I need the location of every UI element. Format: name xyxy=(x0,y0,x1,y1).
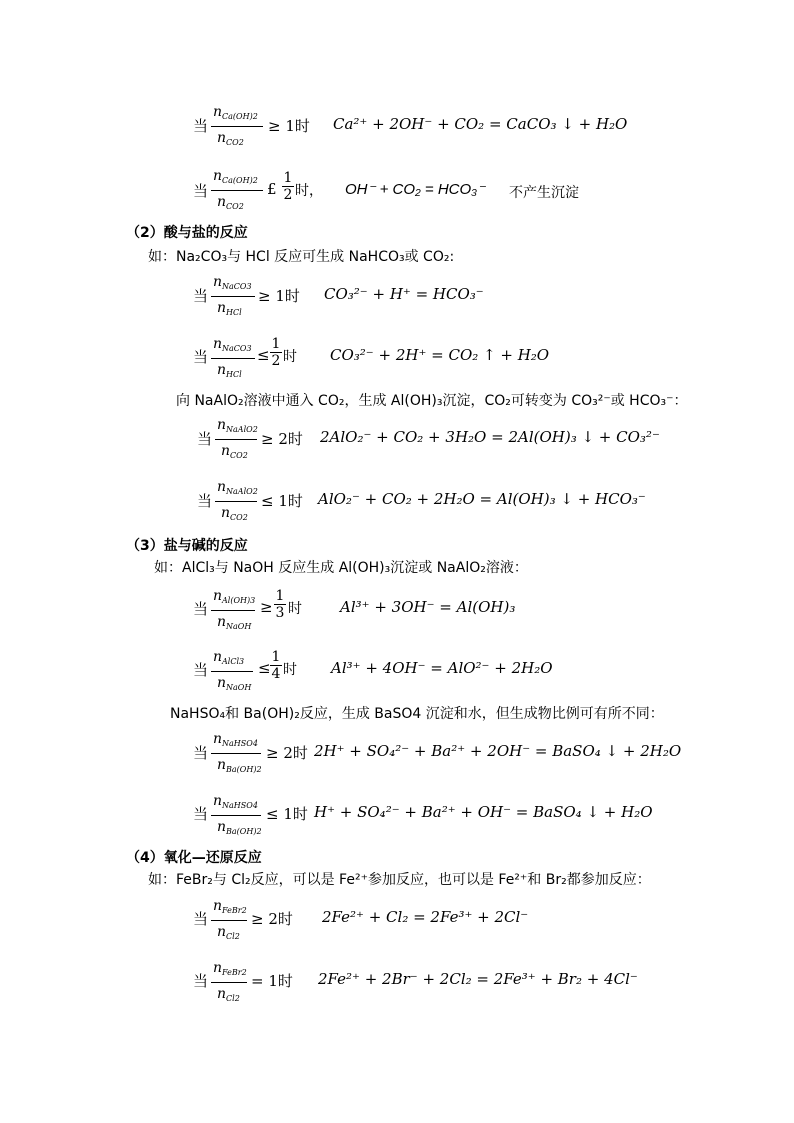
intro-text: 向 NaAlO₂溶液中通入 CO₂，生成 Al(OH)₃沉淀，CO₂可转变为 CO₃²⁻或 HCO₃⁻： xyxy=(176,393,688,409)
ratio-symbol: ≤ xyxy=(258,659,271,677)
reaction-equation: Al³⁺ + 4OH⁻ = AlO²⁻ + 2H₂O xyxy=(331,659,553,677)
ratio-condition: ≥ 1时 xyxy=(268,117,310,135)
lead-char: 当 xyxy=(197,430,213,448)
section-heading-3: （3）盐与碱的反应 xyxy=(126,538,248,554)
small-fraction: 1 2 xyxy=(271,336,281,369)
lead-char: 当 xyxy=(193,287,209,305)
lead-char: 当 xyxy=(193,972,209,990)
condition-suffix: 时 xyxy=(283,349,297,365)
small-fraction: 1 2 xyxy=(283,170,293,203)
lead-char: 当 xyxy=(193,182,209,200)
intro-text: NaHSO₄和 Ba(OH)₂反应，生成 BaSO4 沉淀和水，但生成物比例可有所不同： xyxy=(170,706,664,722)
reaction-equation: Al³⁺ + 3OH⁻ = Al(OH)₃ xyxy=(340,598,516,616)
ratio-condition: = 1时 xyxy=(251,972,293,990)
reaction-equation: H⁺ + SO₄²⁻ + Ba²⁺ + OH⁻ = BaSO₄ ↓ + H₂O xyxy=(314,803,653,821)
ratio-condition: ≥ 1时 xyxy=(258,287,300,305)
reaction-equation: 2AlO₂⁻ + CO₂ + 3H₂O = 2Al(OH)₃ ↓ + CO₃²⁻ xyxy=(320,428,660,446)
ratio-symbol: ≤ xyxy=(257,346,270,364)
intro-text: 如：AlCl₃与 NaOH 反应生成 Al(OH)₃沉淀或 NaAlO₂溶液： xyxy=(154,560,528,576)
reaction-equation: CO₃²⁻ + H⁺ = HCO₃⁻ xyxy=(324,285,484,303)
reaction-equation: 2Fe²⁺ + 2Br⁻ + 2Cl₂ = 2Fe³⁺ + Br₂ + 4Cl⁻ xyxy=(318,970,638,988)
ratio-symbol: £ xyxy=(267,180,277,198)
lead-char: 当 xyxy=(193,600,209,618)
lead-char: 当 xyxy=(197,492,213,510)
note-text: 不产生沉淀 xyxy=(509,185,579,201)
lead-char: 当 xyxy=(193,661,209,679)
condition-suffix: 时， xyxy=(295,183,323,199)
ratio-symbol: ≥ xyxy=(260,598,273,616)
condition-suffix: 时 xyxy=(283,662,297,678)
section-heading-2: （2）酸与盐的反应 xyxy=(126,225,248,241)
reaction-equation: CO₃²⁻ + 2H⁺ = CO₂ ↑ + H₂O xyxy=(330,346,550,364)
ratio-condition: ≥ 2时 xyxy=(251,910,293,928)
reaction-equation: Ca²⁺ + 2OH⁻ + CO₂ = CaCO₃ ↓ + H₂O xyxy=(333,115,628,133)
lead-char: 当 xyxy=(193,348,209,366)
intro-text: 如：FeBr₂与 Cl₂反应，可以是 Fe²⁺参加反应，也可以是 Fe²⁺和 Br₂都参加反应： xyxy=(148,872,651,888)
lead-char: 当 xyxy=(193,805,209,823)
lead-char: 当 xyxy=(193,744,209,762)
small-fraction: 1 3 xyxy=(275,588,285,621)
condition-suffix: 时 xyxy=(288,601,302,617)
ratio-condition: ≤ 1时 xyxy=(261,492,303,510)
reaction-equation: 2Fe²⁺ + Cl₂ = 2Fe³⁺ + 2Cl⁻ xyxy=(322,908,529,926)
section-heading-4: （4）氧化—还原反应 xyxy=(126,850,262,866)
lead-char: 当 xyxy=(193,910,209,928)
intro-text: 如：Na₂CO₃与 HCl 反应可生成 NaHCO₃或 CO₂: xyxy=(148,249,455,265)
ratio-condition: ≥ 2时 xyxy=(266,744,308,762)
reaction-equation: OH⁻ + CO₂ = HCO₃⁻ xyxy=(345,181,486,198)
lead-char: 当 xyxy=(193,117,209,135)
reaction-equation: 2H⁺ + SO₄²⁻ + Ba²⁺ + 2OH⁻ = BaSO₄ ↓ + 2H₂O xyxy=(314,742,682,760)
reaction-equation: AlO₂⁻ + CO₂ + 2H₂O = Al(OH)₃ ↓ + HCO₃⁻ xyxy=(318,490,646,508)
ratio-condition: ≥ 2时 xyxy=(261,430,303,448)
ratio-condition: ≤ 1时 xyxy=(266,805,308,823)
small-fraction: 1 4 xyxy=(271,649,281,682)
